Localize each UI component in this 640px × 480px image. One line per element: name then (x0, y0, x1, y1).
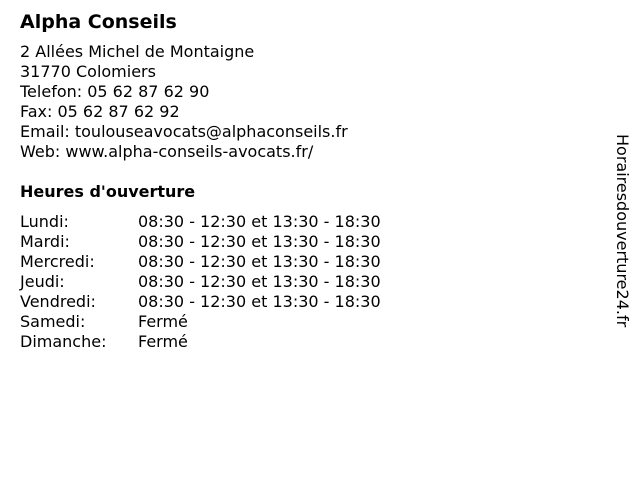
email-line[interactable]: Email: toulouseavocats@alphaconseils.fr (20, 122, 348, 141)
time-value: 08:30 - 12:30 et 13:30 - 18:30 (138, 212, 381, 231)
day-label: Vendredi: (20, 292, 96, 311)
time-value: 08:30 - 12:30 et 13:30 - 18:30 (138, 272, 381, 291)
time-value: 08:30 - 12:30 et 13:30 - 18:30 (138, 232, 381, 251)
business-name: Alpha Conseils (20, 11, 177, 33)
address-line-city: 31770 Colomiers (20, 62, 156, 81)
opening-hours-title: Heures d'ouverture (20, 182, 196, 201)
time-value: 08:30 - 12:30 et 13:30 - 18:30 (138, 252, 381, 271)
day-label: Jeudi: (20, 272, 65, 291)
hours-row-thursday (20, 272, 580, 292)
day-label: Dimanche: (20, 332, 107, 351)
phone-line: Telefon: 05 62 87 62 90 (20, 82, 210, 101)
hours-row-monday (20, 212, 580, 232)
time-value: Fermé (138, 312, 188, 331)
hours-row-wednesday (20, 252, 580, 272)
day-label: Lundi: (20, 212, 69, 231)
hours-row-friday (20, 292, 580, 312)
time-value: 08:30 - 12:30 et 13:30 - 18:30 (138, 292, 381, 311)
day-label: Mardi: (20, 232, 70, 251)
time-value: Fermé (138, 332, 188, 351)
fax-line: Fax: 05 62 87 62 92 (20, 102, 180, 121)
day-label: Mercredi: (20, 252, 95, 271)
opening-hours-table (20, 212, 580, 352)
business-card (20, 10, 580, 352)
day-label: Samedi: (20, 312, 86, 331)
hours-row-saturday (20, 312, 580, 332)
address-line-street: 2 Allées Michel de Montaigne (20, 42, 255, 61)
site-watermark: Horairesdouverture24.fr (613, 134, 632, 328)
hours-row-tuesday (20, 232, 580, 252)
hours-row-sunday (20, 332, 580, 352)
web-line[interactable]: Web: www.alpha-conseils-avocats.fr/ (20, 142, 314, 161)
